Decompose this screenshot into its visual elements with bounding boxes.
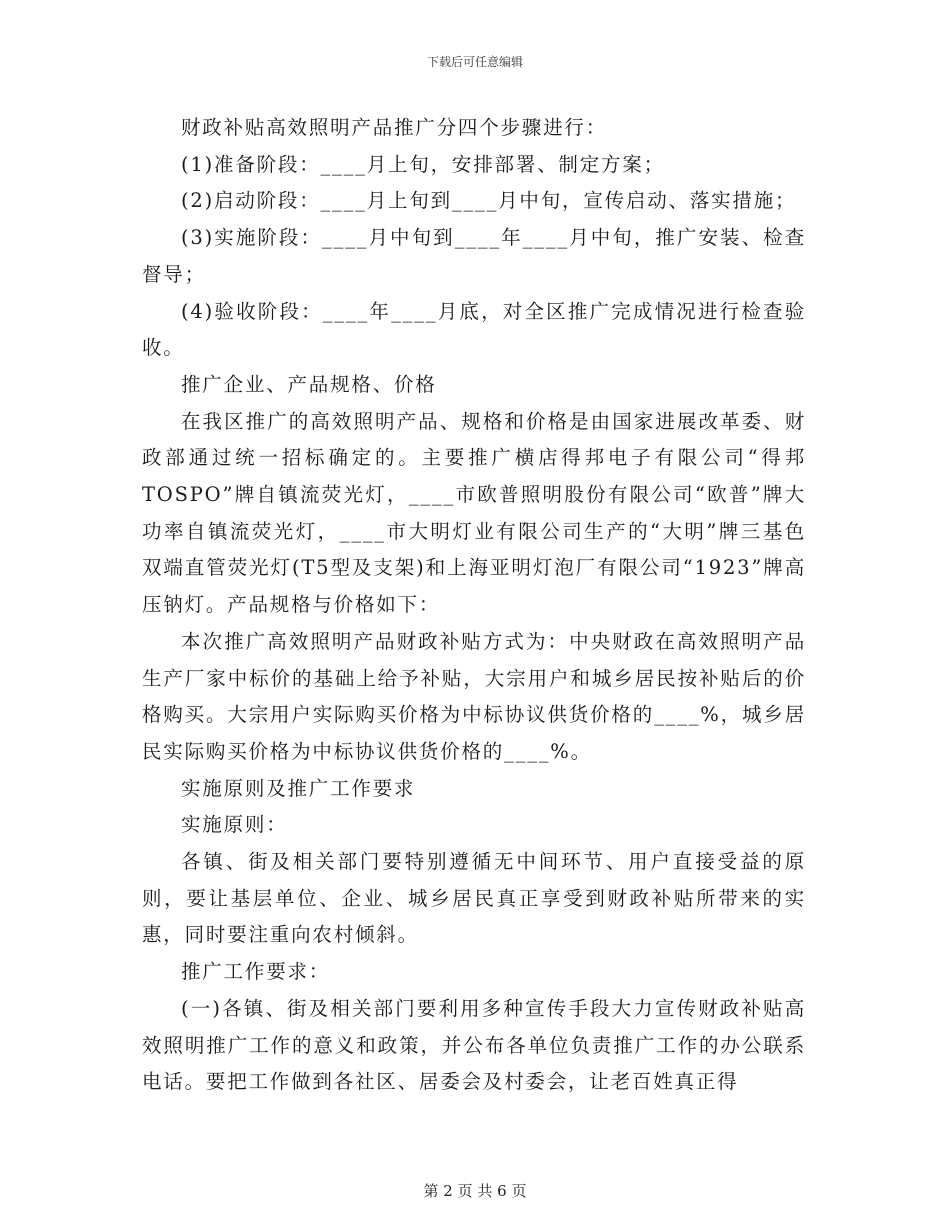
page-header-note: 下载后可任意编辑 [426,55,523,69]
paragraph-subsidy: 本次推广高效照明产品财政补贴方式为：中央财政在高效照明产品生产厂家中标价的基础上给予补贴，大宗用户和城乡居民按补贴后的价格购买。大宗用户实际购买价格为中标协议供货价格的____%，城乡居民实际购买价格为中标协议供货价格的____%。 [142,629,806,763]
section-heading-products: 推广企业、产品规格、价格 [181,372,437,396]
paragraph-step-4: (4)验收阶段：____年____月底，对全区推广完成情况进行检查验收。 [142,299,806,360]
paragraph-principles: 各镇、街及相关部门要特别遵循无中间环节、用户直接受益的原则，要让基层单位、企业、城乡居民真正享受到财政补贴所带来的实惠，同时要注重向农村倾斜。 [142,850,806,947]
paragraph-step-2: (2)启动阶段：____月上旬到____月中旬，宣传启动、落实措施； [181,189,797,213]
paragraph-products: 在我区推广的高效照明产品、规格和价格是由国家进展改革委、财政部通过统一招标确定的。主要推广横店得邦电子有限公司“得邦TOSPO”牌自镇流荧光灯，____市欧普照明股份有限公司“欧普”牌大功率自镇流荧光灯，____市大明灯业有限公司生产的“大明”牌三基色双端直管荧光灯(T5型及支架)和上海亚明灯泡厂有限公司“1923”牌高压钠灯。产品规格与价格如下： [142,409,806,617]
section-heading-principles: 实施原则及推广工作要求 [181,776,416,800]
page-number-footer: 第 2 页 共 6 页 [423,1182,527,1200]
subheading-principles: 实施原则： [181,813,288,837]
subheading-requirements: 推广工作要求： [181,960,331,984]
document-body [142,110,806,1101]
paragraph-step-3: (3)实施阶段：____月中旬到____年____月中旬，推广安装、检查督导； [142,226,806,286]
paragraph-requirement-1: (一)各镇、街及相关部门要利用多种宣传手段大力宣传财政补贴高效照明推广工作的意义和政策，并公布各单位负责推广工作的办公联系电话。要把工作做到各社区、居委会及村委会，让老百姓真正得 [142,996,806,1094]
paragraph-intro: 财政补贴高效照明产品推广分四个步骤进行： [181,116,608,139]
paragraph-step-1: (1)准备阶段：____月上旬，安排部署、制定方案； [181,152,665,176]
